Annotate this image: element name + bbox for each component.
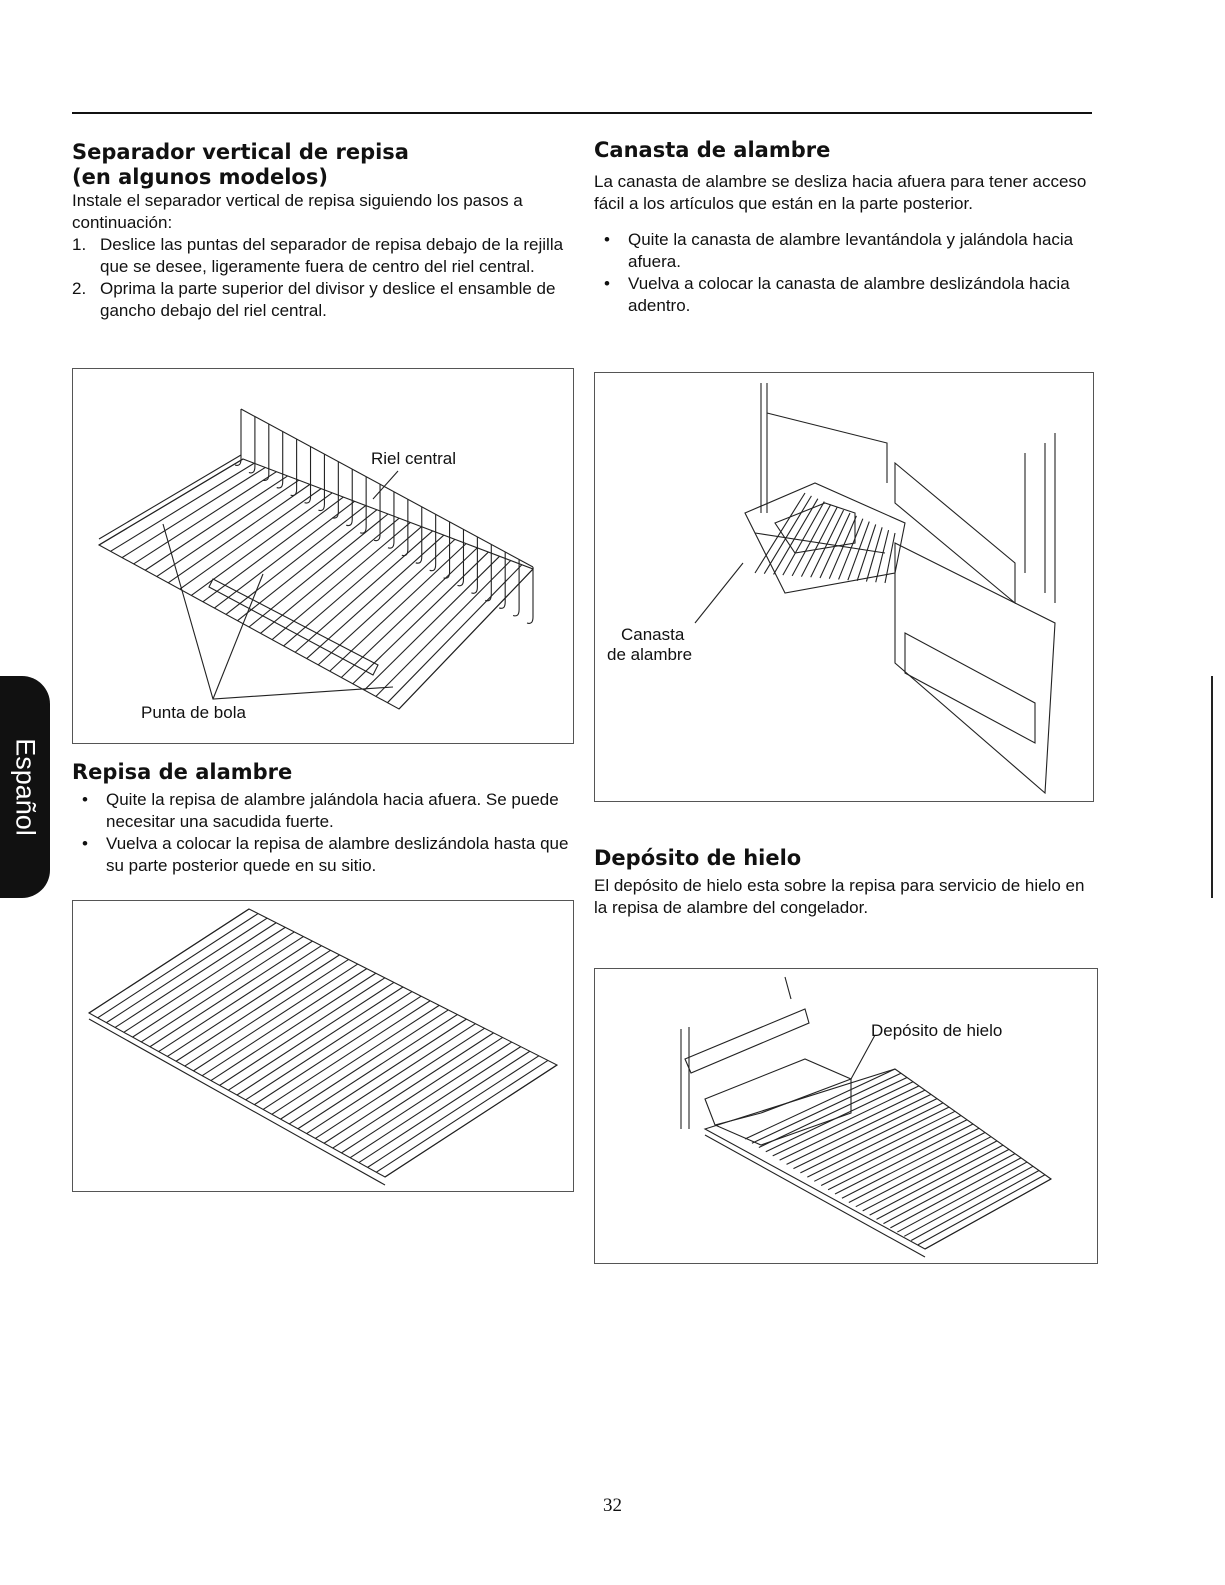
divider-upright xyxy=(444,522,450,578)
basket-section xyxy=(594,138,1094,317)
wire-line xyxy=(368,1056,539,1168)
wire-line xyxy=(330,544,466,672)
wire-line xyxy=(353,552,489,684)
basket-bullet-2: • Vuelva a colocar la canasta de alambre deslizándola hacia adentro. xyxy=(594,273,1094,317)
wire-line xyxy=(180,489,321,590)
wire-line xyxy=(333,1037,503,1148)
divider-upright xyxy=(388,492,394,548)
wire-line xyxy=(904,1166,1033,1236)
wire-line xyxy=(203,497,344,602)
wire-line xyxy=(202,969,367,1076)
wire-line xyxy=(289,1015,457,1124)
step-number: 2. xyxy=(72,279,87,298)
wire-line xyxy=(284,527,422,646)
divider-upright xyxy=(305,447,311,503)
wire-line xyxy=(237,987,403,1095)
wire-line xyxy=(807,1107,949,1177)
divider-upright xyxy=(263,424,269,480)
wire-line xyxy=(159,946,322,1052)
wire-line xyxy=(281,1010,449,1119)
wire-line xyxy=(811,510,844,577)
divider-upright xyxy=(291,439,297,495)
riel-central-label: Riel central xyxy=(371,449,457,468)
wire-line xyxy=(318,539,455,664)
language-tab xyxy=(0,676,50,898)
ice-bin-intro: El depósito de hielo esta sobre la repisa para servicio de hielo en la repisa de alambre del congelador. xyxy=(594,876,1085,917)
wire-line xyxy=(263,1001,430,1110)
wire-line xyxy=(249,514,388,627)
wire-shelf-section xyxy=(72,760,572,877)
separator-title-line1: Separador vertical de repisa xyxy=(72,140,409,164)
basket-title: Canasta de alambre xyxy=(594,138,831,162)
wire-line xyxy=(890,1158,1021,1228)
basket-figure xyxy=(594,372,1094,802)
wire-line xyxy=(341,548,477,678)
wire-line xyxy=(168,484,310,582)
wire-line xyxy=(134,472,277,564)
wire-line xyxy=(918,1175,1045,1245)
wire-line xyxy=(350,1047,521,1158)
wire-line xyxy=(820,513,850,578)
wire-line xyxy=(307,1024,476,1134)
wire-line xyxy=(780,1090,925,1160)
wire-line xyxy=(261,518,400,633)
wire-line xyxy=(745,1069,895,1139)
separator-step-1 xyxy=(72,234,572,278)
wire-line xyxy=(857,524,876,580)
wire-line xyxy=(870,1145,1003,1215)
wire-line xyxy=(214,501,354,608)
wire-line xyxy=(157,480,299,576)
wire-line xyxy=(359,1051,530,1162)
basket-bullets xyxy=(594,229,1094,317)
language-tab-label: Español xyxy=(10,738,41,836)
wire-line xyxy=(307,535,444,658)
wire-line xyxy=(295,531,432,652)
wire-line xyxy=(193,964,357,1071)
wire-shelf-bullet-1: • Quite la repisa de alambre jalándola hacia afuera. Se puede necesitar una sacudida fuerte. xyxy=(72,789,572,833)
wire-line xyxy=(828,1120,967,1190)
wire-line xyxy=(759,1077,907,1147)
wire-line xyxy=(167,950,330,1056)
page-number: 32 xyxy=(603,1495,622,1516)
basket-bullet-1: • Quite la canasta de alambre levantándola y jalándola hacia afuera. xyxy=(594,229,1094,273)
wire-line xyxy=(925,1179,1051,1249)
ice-bin-illustration xyxy=(595,969,1097,1263)
wire-line xyxy=(842,1128,979,1198)
step-text: Oprima la parte superior del divisor y deslice el ensamble de gancho debajo del riel central. xyxy=(100,279,556,320)
separator-title-line2: (en algunos modelos) xyxy=(72,165,328,189)
wire-line xyxy=(773,1086,919,1156)
wire-line xyxy=(787,1094,931,1164)
right-edge-mark xyxy=(1211,676,1213,898)
wire-shelf-bullet-2: • Vuelva a colocar la repisa de alambre deslizándola hasta que su parte posterior quede en su sitio. xyxy=(72,833,572,877)
wire-line xyxy=(272,522,410,639)
wire-line xyxy=(376,1060,548,1172)
wire-line xyxy=(364,556,499,690)
divider-upright xyxy=(416,507,422,563)
wire-line xyxy=(883,1154,1015,1224)
wire-line xyxy=(814,1111,955,1181)
wire-line xyxy=(246,992,412,1100)
wire-line xyxy=(185,959,349,1066)
wire-line xyxy=(800,1103,943,1173)
ice-bin-title: Depósito de hielo xyxy=(594,846,802,870)
separator-figure xyxy=(72,368,574,744)
wire-line xyxy=(835,1124,973,1194)
wire-line xyxy=(764,496,811,574)
basket-intro: La canasta de alambre se desliza hacia afuera para tener acceso fácil a los artículos que están en la parte posterior. xyxy=(594,172,1087,213)
wire-line xyxy=(341,1042,511,1153)
basket-illustration xyxy=(595,373,1093,801)
wire-line xyxy=(324,1033,494,1143)
deposito-label: Depósito de hielo xyxy=(871,1021,1003,1040)
wire-line xyxy=(220,978,385,1086)
wire-line xyxy=(793,1099,937,1169)
wire-shelf-figure xyxy=(72,900,574,1192)
separator-steps xyxy=(72,234,572,322)
wire-line xyxy=(897,1162,1027,1232)
separator-intro: Instale el separador vertical de repisa siguiendo los pasos a continuación: xyxy=(72,191,523,232)
wire-line xyxy=(211,973,376,1080)
wire-line xyxy=(254,996,421,1104)
canasta-label-line2: de alambre xyxy=(607,645,693,664)
top-rule xyxy=(72,112,1092,114)
wire-line xyxy=(849,1132,985,1202)
punta-de-bola-label: Punta de bola xyxy=(141,703,246,722)
wire-line xyxy=(863,1141,997,1211)
wire-line xyxy=(298,1019,466,1129)
divider-upright xyxy=(332,462,338,518)
shelf-divider-illustration xyxy=(73,369,573,743)
separator-section xyxy=(72,140,572,322)
wire-shelf-title: Repisa de alambre xyxy=(72,760,293,784)
wire-line xyxy=(911,1171,1039,1241)
ice-bin-figure xyxy=(594,968,1098,1264)
wire-line xyxy=(877,1149,1009,1219)
step-number: 1. xyxy=(72,235,87,254)
wire-line xyxy=(866,527,882,581)
ice-bin-section xyxy=(594,846,1094,919)
wire-shelf-illustration xyxy=(73,901,573,1191)
canasta-label-line1: Canasta xyxy=(621,625,685,644)
wire-line xyxy=(385,1065,557,1177)
wire-line xyxy=(856,1137,991,1207)
divider-upright xyxy=(527,567,533,623)
wire-line xyxy=(766,1082,913,1152)
wire-line xyxy=(272,1005,439,1114)
wire-shelf-bullets xyxy=(72,789,572,877)
wire-line xyxy=(176,955,340,1061)
separator-step-2 xyxy=(72,278,572,322)
wire-line xyxy=(145,476,287,570)
wire-line xyxy=(228,982,394,1090)
step-text: Deslice las puntas del separador de repisa debajo de la rejilla que se desee, ligeramente fuera de centro del riel central. xyxy=(100,235,564,276)
divider-upright xyxy=(499,552,505,608)
wire-line xyxy=(821,1116,961,1186)
wire-line xyxy=(315,1028,484,1138)
wire-line xyxy=(237,510,376,621)
wire-line xyxy=(226,506,366,615)
